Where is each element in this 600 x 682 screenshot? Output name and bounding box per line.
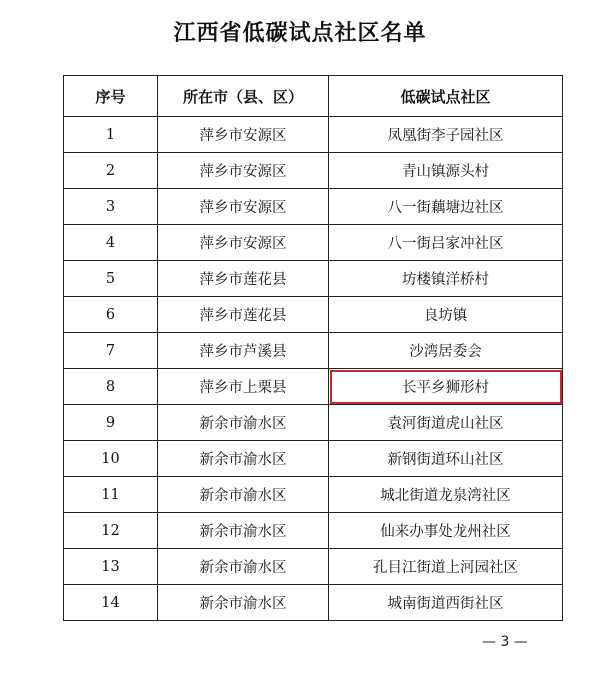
table-row [64,333,563,369]
cell-community: 坊楼镇洋桥村 [329,261,563,297]
table-row [64,441,563,477]
cell-serial-number: 12 [64,513,158,549]
table-row [64,117,563,153]
header-city-county-district: 所在市（县、区） [158,76,329,117]
cell-city: 萍乡市安源区 [158,189,329,225]
table-row [64,297,563,333]
cell-serial-number: 4 [64,225,158,261]
table-row [64,153,563,189]
pilot-community-table [63,75,563,621]
cell-community: 青山镇源头村 [329,153,563,189]
cell-city: 萍乡市安源区 [158,225,329,261]
cell-serial-number: 3 [64,189,158,225]
cell-city: 萍乡市莲花县 [158,261,329,297]
cell-serial-number: 6 [64,297,158,333]
cell-community: 仙来办事处龙州社区 [329,513,563,549]
document-title: 江西省低碳试点社区名单 [173,20,427,46]
page-number: — 3 — [482,634,528,650]
table-row [64,549,563,585]
cell-city: 萍乡市安源区 [158,117,329,153]
cell-serial-number: 2 [64,153,158,189]
cell-community: 八一街吕家冲社区 [329,225,563,261]
table-row [64,189,563,225]
table-row [64,261,563,297]
cell-city: 新余市渝水区 [158,405,329,441]
table-header-row [64,76,563,117]
table-row [64,477,563,513]
cell-serial-number: 9 [64,405,158,441]
cell-city: 新余市渝水区 [158,513,329,549]
cell-serial-number: 14 [64,585,158,621]
cell-city: 新余市渝水区 [158,585,329,621]
header-pilot-community: 低碳试点社区 [329,76,563,117]
table-row [64,369,563,405]
cell-city: 新余市渝水区 [158,441,329,477]
cell-community: 城北街道龙泉湾社区 [329,477,563,513]
cell-community: 八一街藕塘边社区 [329,189,563,225]
cell-community: 袁河街道虎山社区 [329,405,563,441]
cell-community: 孔目江街道上河园社区 [329,549,563,585]
cell-city: 萍乡市芦溪县 [158,333,329,369]
cell-city: 新余市渝水区 [158,477,329,513]
cell-community-highlighted: 长平乡狮形村 [329,369,563,405]
cell-community: 沙湾居委会 [329,333,563,369]
cell-community: 良坊镇 [329,297,563,333]
cell-city: 新余市渝水区 [158,549,329,585]
table-row [64,225,563,261]
cell-city: 萍乡市安源区 [158,153,329,189]
cell-community: 城南街道西街社区 [329,585,563,621]
header-serial-number: 序号 [64,76,158,117]
cell-serial-number: 7 [64,333,158,369]
table-row [64,513,563,549]
table-row [64,585,563,621]
cell-serial-number: 10 [64,441,158,477]
cell-serial-number: 1 [64,117,158,153]
cell-serial-number: 8 [64,369,158,405]
cell-community: 新钢街道环山社区 [329,441,563,477]
cell-city: 萍乡市上栗县 [158,369,329,405]
table-row [64,405,563,441]
cell-serial-number: 5 [64,261,158,297]
cell-community: 凤凰街李子园社区 [329,117,563,153]
cell-serial-number: 13 [64,549,158,585]
cell-city: 萍乡市莲花县 [158,297,329,333]
cell-serial-number: 11 [64,477,158,513]
